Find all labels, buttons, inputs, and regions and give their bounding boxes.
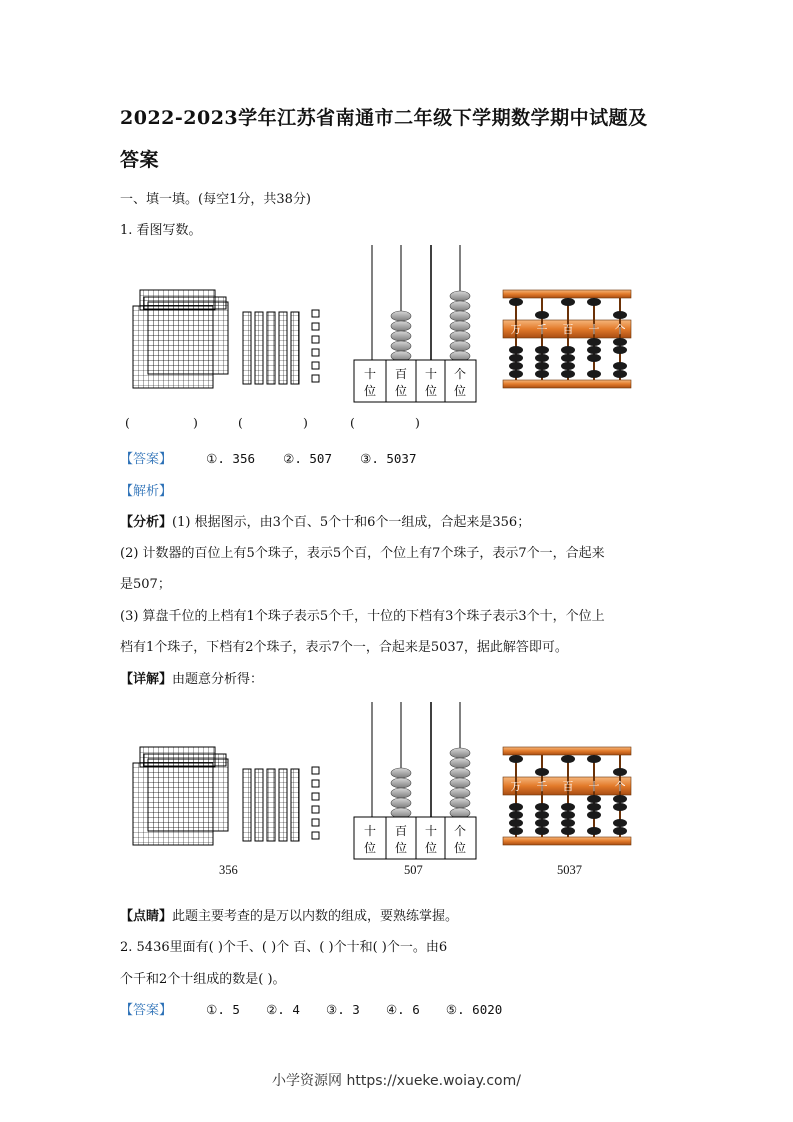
svg-text:个: 个 [614, 780, 626, 793]
fenxi-line-1 [120, 511, 530, 530]
question-2-line-1: 2. 5436里面有( )个千、( )个 百、( )个十和( )个一。由6 [120, 940, 448, 955]
counter [354, 245, 476, 402]
answer-tag: 【答案】 [120, 1003, 173, 1018]
counter [354, 702, 476, 859]
fenxi-line-3b: 档有1个珠子，下档有2个珠子，表示7个一，合起来是5037，据此解答即可。 [120, 640, 568, 655]
svg-text:个: 个 [453, 367, 467, 381]
unit-cubes [312, 310, 319, 382]
dianjing-line [120, 905, 458, 924]
svg-text:位: 位 [363, 384, 377, 398]
abacus [503, 290, 631, 388]
svg-text:十: 十 [588, 323, 600, 336]
svg-text:位: 位 [363, 841, 377, 855]
tens-rods [243, 312, 299, 384]
svg-text:个: 个 [453, 824, 467, 838]
svg-text:十: 十 [424, 367, 438, 381]
svg-text:位: 位 [424, 841, 438, 855]
svg-text:位: 位 [453, 841, 467, 855]
svg-text:个: 个 [614, 323, 626, 336]
answer-row-2 [120, 999, 502, 1018]
fenxi-tag: 【分析】 [120, 515, 173, 530]
blank-3-close: ) [415, 415, 420, 430]
detail-tag: 【详解】 [120, 672, 173, 687]
svg-text:万: 万 [510, 323, 522, 336]
answer-item: ②. 4 [266, 1002, 300, 1017]
svg-text:位: 位 [394, 384, 408, 398]
svg-text:百: 百 [562, 780, 574, 793]
fenxi-line-2b: 是507； [120, 577, 171, 592]
question-1: 1. 看图写数。 [120, 223, 202, 238]
answer-item: ⑤. 6020 [445, 1002, 503, 1017]
answer-item: ①. 5 [206, 1002, 240, 1017]
page-title: 2022-2023学年江苏省南通市二年级下学期数学期中试题及 [120, 107, 648, 129]
hundreds-blocks [133, 747, 228, 845]
svg-text:位: 位 [424, 384, 438, 398]
svg-text:十: 十 [424, 824, 438, 838]
figure-caption: 356 [219, 863, 238, 877]
dianjing-text: 此题主要考查的是万以内数的组成，要熟练掌握。 [172, 909, 459, 924]
detail-line [120, 668, 263, 687]
answer-item: ③. 3 [326, 1002, 360, 1017]
svg-text:十: 十 [588, 780, 600, 793]
svg-text:千: 千 [536, 780, 548, 793]
counter-label: 十 [363, 367, 377, 381]
page-title-cont: 答案 [120, 149, 160, 171]
tens-rods [243, 769, 299, 841]
fenxi-line-2a: (2) 计数器的百位上有5个珠子，表示5个百，个位上有7个珠子，表示7个一，合起来 [120, 546, 605, 561]
answer-item: ④. 6 [385, 1002, 420, 1017]
abacus [503, 747, 631, 845]
svg-text:万: 万 [510, 780, 522, 793]
answer-item: ②. 507 [283, 451, 332, 466]
svg-text:千: 千 [536, 323, 548, 336]
answer-item: ③. 5037 [360, 451, 417, 466]
svg-text:百: 百 [394, 367, 408, 381]
fenxi-text-1: (1) 根据图示，由3个百、5个十和6个一组成，合起来是356； [172, 515, 531, 530]
hundreds-blocks [133, 290, 228, 388]
figure-2 [118, 697, 638, 867]
svg-text:位: 位 [394, 841, 408, 855]
figure-caption: 507 [404, 863, 423, 877]
analysis-tag: 【解析】 [120, 484, 173, 499]
blank-1-close: ) [193, 415, 198, 430]
dianjing-tag: 【点睛】 [120, 909, 173, 924]
answer-tag: 【答案】 [120, 452, 173, 467]
svg-text:百: 百 [394, 824, 408, 838]
blank-1-open: ( [125, 415, 130, 430]
fenxi-line-3a: (3) 算盘千位的上档有1个珠子表示5个千，十位的下档有3个珠子表示3个十，个位上 [120, 609, 605, 624]
blank-3-open: ( [350, 415, 355, 430]
answer-row-1 [120, 448, 417, 467]
svg-text:位: 位 [453, 384, 467, 398]
blank-2-open: ( [238, 415, 243, 430]
question-2-line-2: 个千和2个十组成的数是( )。 [120, 972, 286, 987]
page-footer: 小学资源网 https://xueke.woiay.com/ [272, 1073, 521, 1089]
detail-text: 由题意分析得： [172, 672, 264, 687]
blank-2-close: ) [303, 415, 308, 430]
svg-text:百: 百 [562, 323, 574, 336]
figure-caption: 5037 [557, 863, 582, 877]
figure-1 [118, 240, 638, 410]
svg-text:十: 十 [363, 824, 377, 838]
unit-cubes [312, 767, 319, 839]
section-heading: 一、填一填。(每空1分，共38分) [120, 192, 311, 207]
answer-item: ①. 356 [206, 451, 255, 466]
